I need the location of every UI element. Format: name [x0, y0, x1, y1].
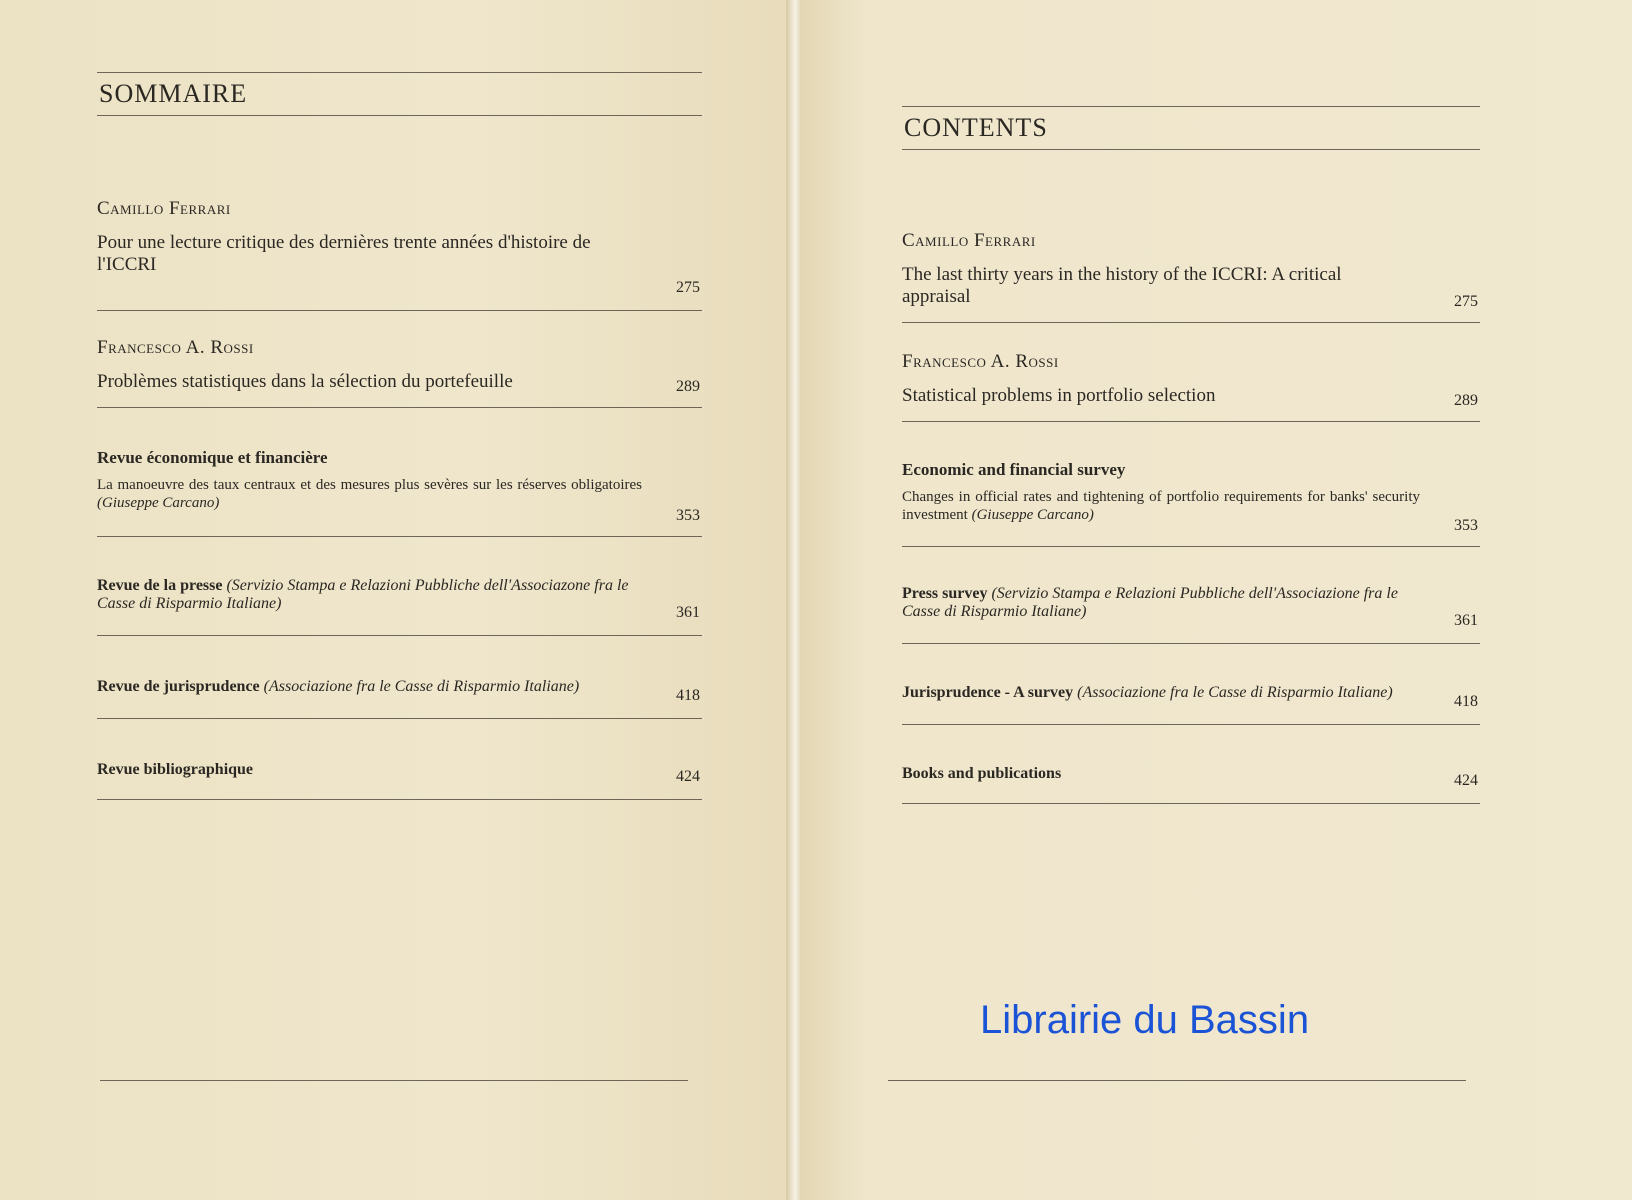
- page-number: 289: [676, 378, 700, 395]
- page-number: 361: [1454, 612, 1478, 629]
- entry-title: [97, 761, 702, 779]
- toc-entry: [97, 761, 702, 800]
- entry-rule: [902, 803, 1480, 804]
- entry-title: [902, 585, 1480, 621]
- entry-description: [97, 476, 702, 512]
- entry-rule: [902, 546, 1480, 547]
- entry-rule: [902, 724, 1480, 725]
- section-title: Jurisprudence - A survey: [902, 684, 1074, 701]
- section-title: Revue bibliographique: [97, 761, 254, 778]
- entry-rule: [97, 310, 702, 311]
- toc-entry: [902, 230, 1480, 323]
- description-author: (Giuseppe Carcano): [97, 495, 220, 511]
- page-number: 418: [1454, 693, 1478, 710]
- section-title: Books and publications: [902, 765, 1062, 782]
- entry-rule: [97, 635, 702, 636]
- section-title: Economic and financial survey: [902, 460, 1126, 479]
- section-title: Revue de jurisprudence: [97, 678, 260, 695]
- entry-author: Francesco A. Rossi: [902, 351, 1059, 372]
- heading-bottom-rule: [97, 115, 702, 116]
- entry-source: (Associazione fra le Casse di Risparmio Italiane): [1077, 684, 1393, 701]
- page-title: CONTENTS: [904, 113, 1048, 142]
- entry-rule: [97, 799, 702, 800]
- page-number: 275: [676, 279, 700, 296]
- toc-entry: [902, 684, 1480, 725]
- entry-rule: [97, 536, 702, 537]
- entry-title: Problèmes statistiques dans la sélection du portefeuille: [97, 371, 513, 392]
- entry-author: Francesco A. Rossi: [97, 337, 254, 358]
- page-title: SOMMAIRE: [99, 79, 248, 108]
- entry-source: (Servizio Stampa e Relazioni Pubbliche dell'Associazone fra le Casse di Risparmio Italiane): [97, 577, 629, 612]
- page-number: 275: [1454, 293, 1478, 310]
- entry-title: Statistical problems in portfolio selection: [902, 385, 1216, 406]
- entry-title: The last thirty years in the history of the ICCRI: A critical appraisal: [902, 264, 1342, 307]
- page-number: 353: [1454, 517, 1478, 534]
- entry-author: Camillo Ferrari: [97, 198, 231, 219]
- entry-rule: [97, 407, 702, 408]
- page-number: 361: [676, 604, 700, 621]
- entry-rule: [902, 643, 1480, 644]
- toc-entry: [97, 198, 702, 311]
- toc-entry: [97, 678, 702, 719]
- entry-title: [97, 678, 702, 696]
- toc-entry: [97, 577, 702, 636]
- toc-entry: [902, 351, 1480, 422]
- toc-entry: [97, 448, 702, 537]
- entry-rule: [902, 421, 1480, 422]
- entry-source: (Associazione fra le Casse di Risparmio Italiane): [263, 678, 580, 695]
- entry-rule: [902, 322, 1480, 323]
- page-number: 418: [676, 687, 700, 704]
- section-title: Press survey: [902, 585, 988, 602]
- toc-entry: [97, 337, 702, 408]
- entry-description: [902, 488, 1480, 524]
- entry-source: (Servizio Stampa e Relazioni Pubbliche dell'Associazione fra le Casse di Risparmio Italiane): [902, 585, 1398, 620]
- toc-entry: [902, 765, 1480, 804]
- page-number: 424: [676, 768, 700, 785]
- left-page: [0, 0, 790, 1200]
- description-author: (Giuseppe Carcano): [971, 507, 1094, 523]
- entry-rule: [97, 718, 702, 719]
- section-title: Revue de la presse: [97, 577, 223, 594]
- section-title: Revue économique et financière: [97, 448, 328, 467]
- page-number: 289: [1454, 392, 1478, 409]
- footer-rule: [100, 1080, 688, 1081]
- entry-author: Camillo Ferrari: [902, 230, 1036, 251]
- entry-title: [902, 765, 1480, 783]
- entry-title: [97, 577, 702, 613]
- toc-entry: [902, 585, 1480, 644]
- left-contents: [97, 72, 702, 800]
- page-number: 424: [1454, 772, 1478, 789]
- right-contents: [902, 106, 1480, 804]
- entry-title: Pour une lecture critique des dernières trente années d'histoire de l'ICCRI: [97, 232, 591, 275]
- description-text: La manoeuvre des taux centraux et des mesures plus sevères sur les réserves obligatoires: [97, 477, 642, 493]
- description-text: Changes in official rates and tightening of portfolio requirements for banks' security investment: [902, 489, 1420, 523]
- toc-entry: [902, 460, 1480, 547]
- page-number: 353: [676, 507, 700, 524]
- footer-rule: [888, 1080, 1466, 1081]
- heading-bottom-rule: [902, 149, 1480, 150]
- entry-title: [902, 684, 1480, 702]
- watermark: Librairie du Bassin: [980, 998, 1310, 1042]
